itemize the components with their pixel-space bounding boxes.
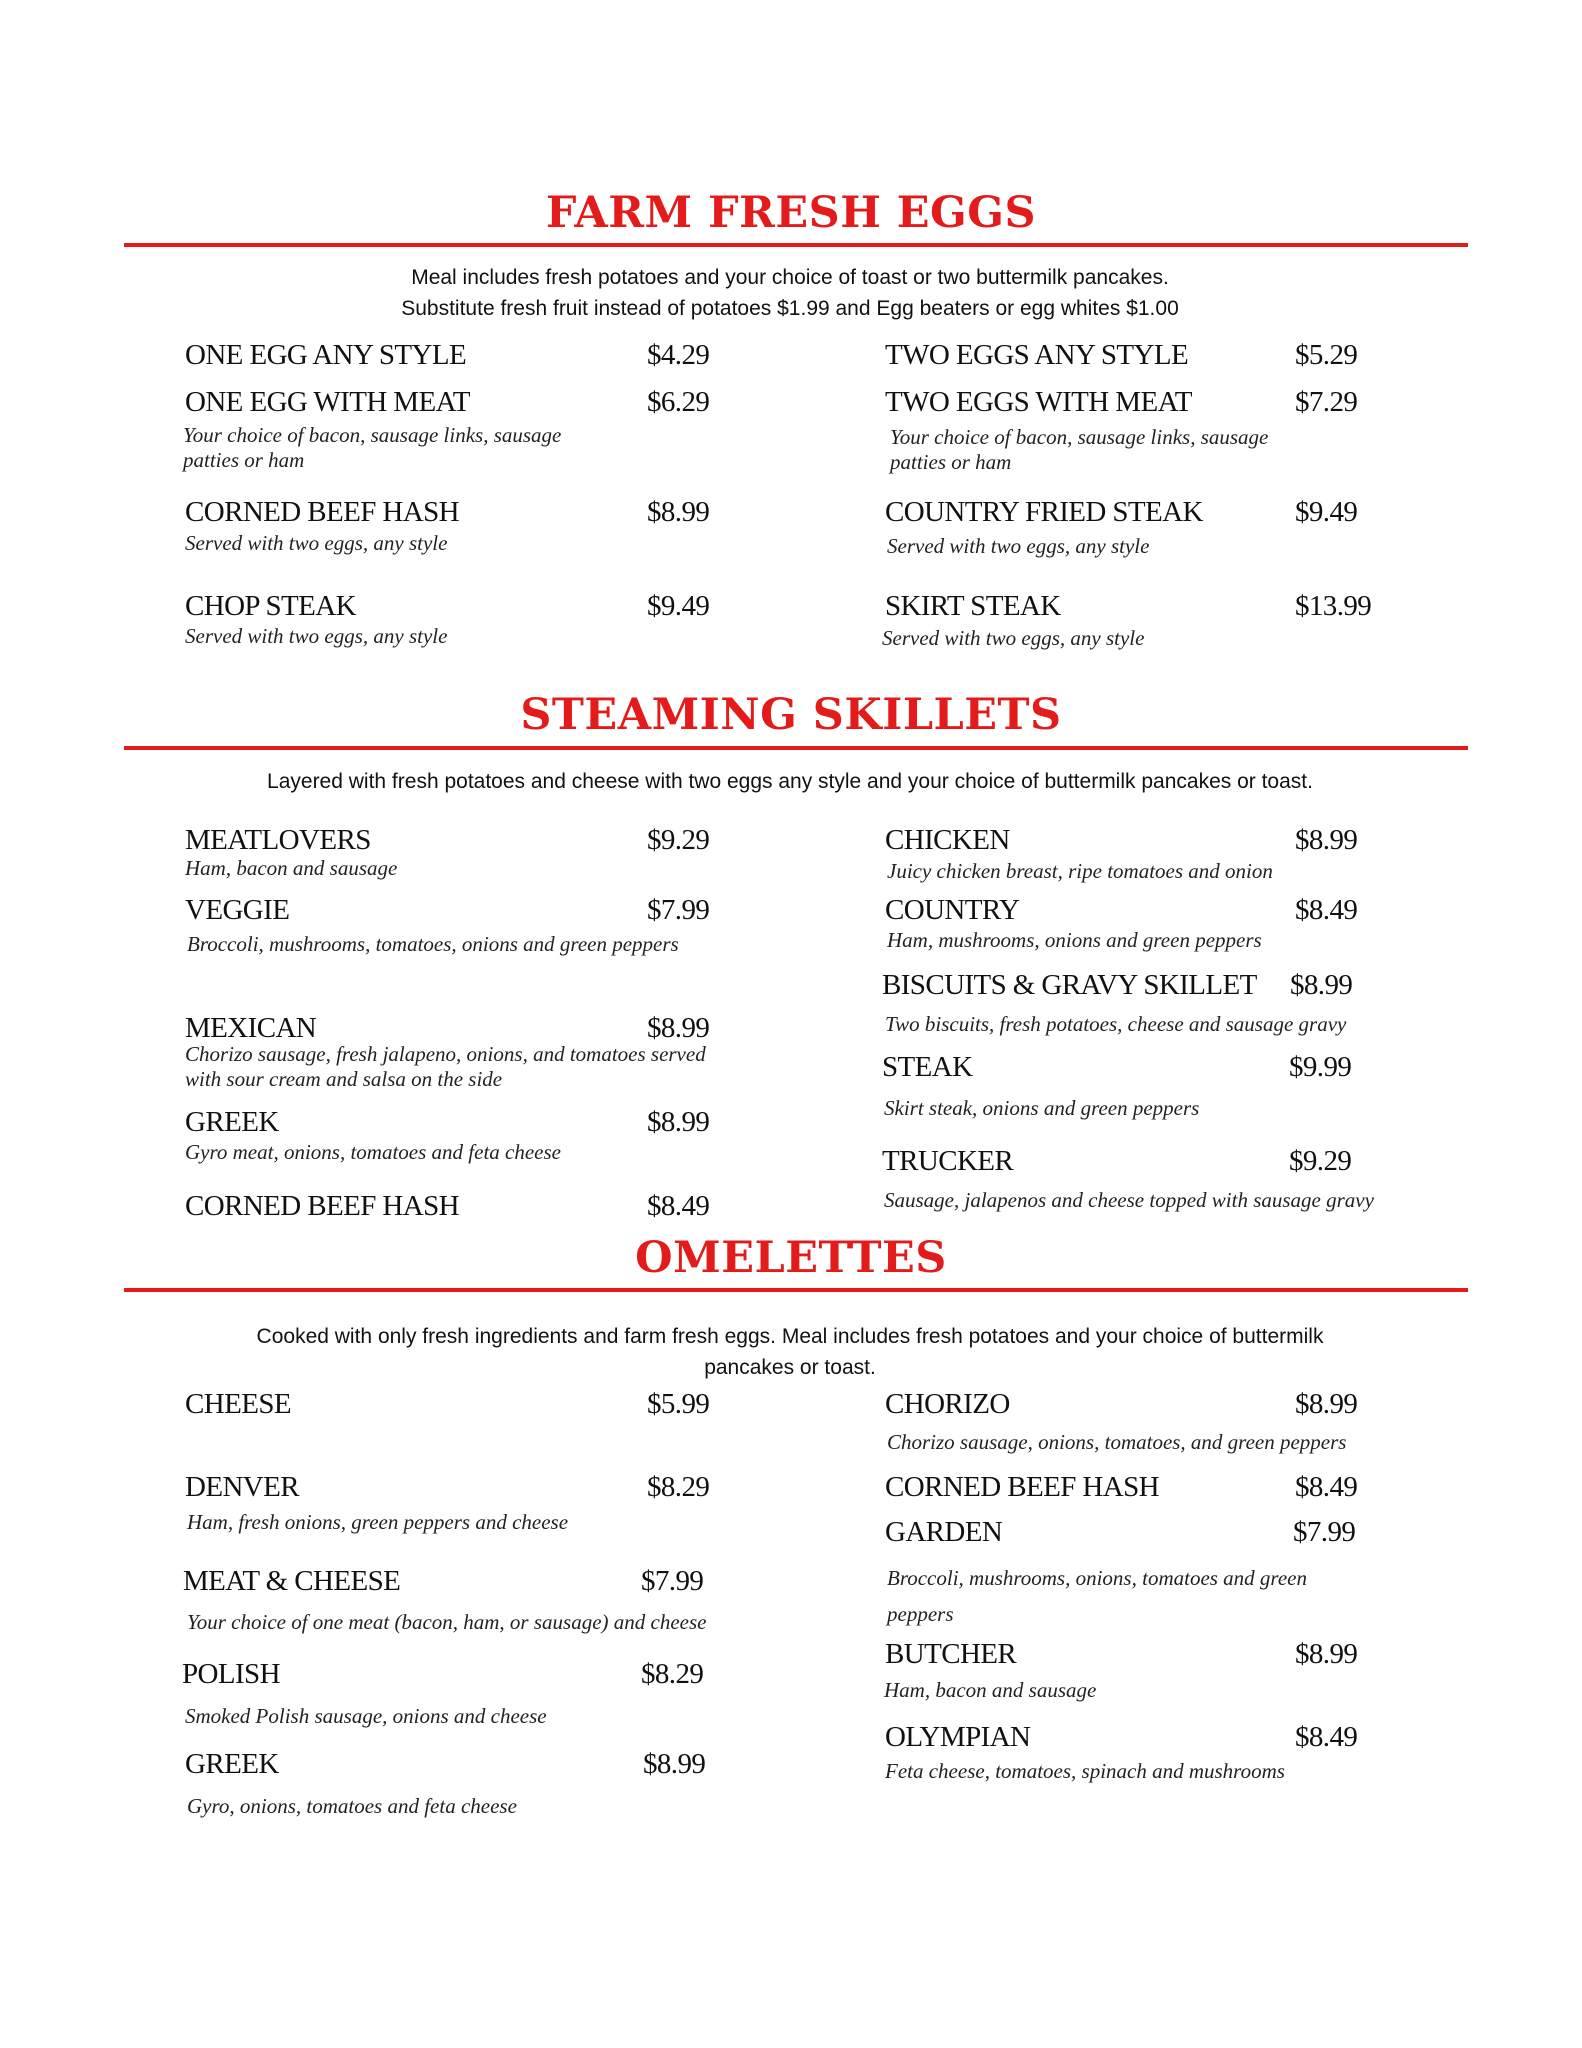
item-price: $9.49 xyxy=(647,590,710,622)
item-price: $5.99 xyxy=(647,1388,710,1420)
item-price: $13.99 xyxy=(1295,590,1372,622)
item-name-chorizo: CHORIZO xyxy=(885,1388,1010,1420)
item-name-steak: STEAK xyxy=(882,1051,973,1083)
intro-line: Substitute fresh fruit instead of potatoes $1.99 and Egg beaters or egg whites $1.00 xyxy=(401,297,1179,320)
section-title-skillets: STEAMING SKILLETS xyxy=(520,690,1062,740)
item-price: $8.29 xyxy=(641,1658,704,1690)
intro-line: Cooked with only fresh ingredients and farm fresh eggs. Meal includes fresh potatoes and your choice of buttermilk xyxy=(256,1325,1324,1348)
item-description: Broccoli, mushrooms, onions, tomatoes and green peppers xyxy=(887,1566,1307,1626)
item-description: Gyro meat, onions, tomatoes and feta cheese xyxy=(185,1140,561,1164)
item-description: Feta cheese, tomatoes, spinach and mushrooms xyxy=(885,1759,1285,1783)
item-description: Chorizo sausage, fresh jalapeno, onions, and tomatoes served with sour cream and salsa on the side xyxy=(185,1042,706,1091)
intro-line: Layered with fresh potatoes and cheese with two eggs any style and your choice of buttermilk pancakes or toast. xyxy=(267,770,1313,793)
item-price: $6.29 xyxy=(647,386,710,418)
section-title-eggs: FARM FRESH EGGS xyxy=(545,188,1037,238)
item-description: Gyro, onions, tomatoes and feta cheese xyxy=(187,1794,517,1818)
section-intro-eggs xyxy=(140,262,1440,324)
item-price: $8.49 xyxy=(1295,894,1358,926)
item-name-olympian: OLYMPIAN xyxy=(885,1721,1031,1753)
section-divider-skillets xyxy=(124,746,1468,750)
intro-line: Meal includes fresh potatoes and your choice of toast or two buttermilk pancakes. xyxy=(411,266,1169,289)
item-name-meatlovers: MEATLOVERS xyxy=(185,824,371,856)
section-divider-omelettes xyxy=(124,1288,1468,1292)
item-name-meat-cheese: MEAT & CHEESE xyxy=(183,1565,401,1597)
item-price: $8.99 xyxy=(647,496,710,528)
item-description: Juicy chicken breast, ripe tomatoes and onion xyxy=(887,859,1273,883)
item-name-veggie: VEGGIE xyxy=(185,894,290,926)
item-description: Sausage, jalapenos and cheese topped with sausage gravy xyxy=(884,1188,1374,1212)
item-description: Ham, fresh onions, green peppers and cheese xyxy=(187,1510,569,1534)
section-divider-eggs xyxy=(124,243,1468,247)
item-description: Your choice of bacon, sausage links, sausage patties or ham xyxy=(890,425,1269,474)
item-price: $7.29 xyxy=(1295,386,1358,418)
item-name-greek: GREEK xyxy=(185,1748,279,1780)
item-name-butcher: BUTCHER xyxy=(885,1638,1017,1670)
item-price: $9.29 xyxy=(1289,1145,1352,1177)
item-name-corned-beef-hash: CORNED BEEF HASH xyxy=(185,1190,459,1222)
item-price: $8.99 xyxy=(1290,969,1353,1001)
item-price: $7.99 xyxy=(1293,1516,1356,1548)
item-name-polish: POLISH xyxy=(182,1658,280,1690)
item-name-greek: GREEK xyxy=(185,1106,279,1138)
item-price: $8.29 xyxy=(647,1471,710,1503)
item-price: $4.29 xyxy=(647,339,710,371)
item-price: $8.99 xyxy=(1295,1638,1358,1670)
item-price: $8.49 xyxy=(1295,1721,1358,1753)
item-name-mexican: MEXICAN xyxy=(185,1012,317,1044)
item-price: $9.49 xyxy=(1295,496,1358,528)
item-description: Two biscuits, fresh potatoes, cheese and sausage gravy xyxy=(885,1012,1347,1036)
item-name-two-eggs-any-style: TWO EGGS ANY STYLE xyxy=(885,339,1189,371)
item-name-skirt-steak: SKIRT STEAK xyxy=(885,590,1061,622)
item-description: Ham, bacon and sausage xyxy=(884,1678,1097,1702)
item-description: Served with two eggs, any style xyxy=(887,534,1150,558)
item-name-cheese: CHEESE xyxy=(185,1388,291,1420)
item-description: Ham, mushrooms, onions and green peppers xyxy=(887,928,1262,952)
section-title-omelettes: OMELETTES xyxy=(635,1233,947,1283)
item-description: Smoked Polish sausage, onions and cheese xyxy=(185,1704,547,1728)
item-description: Your choice of bacon, sausage links, sausage patties or ham xyxy=(183,423,562,472)
item-price: $8.99 xyxy=(643,1748,706,1780)
item-price: $8.49 xyxy=(1295,1471,1358,1503)
item-name-trucker: TRUCKER xyxy=(882,1145,1014,1177)
item-name-corned-beef-hash: CORNED BEEF HASH xyxy=(185,496,459,528)
item-name-two-eggs-with-meat: TWO EGGS WITH MEAT xyxy=(885,386,1192,418)
item-name-corned-beef-hash: CORNED BEEF HASH xyxy=(885,1471,1159,1503)
item-price: $8.99 xyxy=(647,1106,710,1138)
item-description: Skirt steak, onions and green peppers xyxy=(884,1096,1200,1120)
item-price: $8.99 xyxy=(1295,1388,1358,1420)
item-description: Served with two eggs, any style xyxy=(882,626,1145,650)
item-price: $7.99 xyxy=(641,1565,704,1597)
item-description: Chorizo sausage, onions, tomatoes, and green peppers xyxy=(887,1430,1347,1454)
item-price: $7.99 xyxy=(647,894,710,926)
item-price: $8.49 xyxy=(647,1190,710,1222)
item-price: $8.99 xyxy=(647,1012,710,1044)
item-name-biscuits-gravy-skillet: BISCUITS & GRAVY SKILLET xyxy=(882,969,1257,1001)
item-name-one-egg-with-meat: ONE EGG WITH MEAT xyxy=(185,386,470,418)
item-name-chop-steak: CHOP STEAK xyxy=(185,590,356,622)
item-name-chicken: CHICKEN xyxy=(885,824,1010,856)
item-name-country: COUNTRY xyxy=(885,894,1020,926)
section-intro-omelettes xyxy=(140,1321,1440,1383)
item-description: Served with two eggs, any style xyxy=(185,531,448,555)
item-price: $9.99 xyxy=(1289,1051,1352,1083)
section-intro-skillets xyxy=(140,766,1440,797)
item-name-country-fried-steak: COUNTRY FRIED STEAK xyxy=(885,496,1203,528)
item-price: $8.99 xyxy=(1295,824,1358,856)
item-description: Your choice of one meat (bacon, ham, or sausage) and cheese xyxy=(187,1610,707,1634)
item-name-one-egg-any-style: ONE EGG ANY STYLE xyxy=(185,339,467,371)
intro-line: pancakes or toast. xyxy=(704,1356,876,1379)
item-price: $5.29 xyxy=(1295,339,1358,371)
item-price: $9.29 xyxy=(647,824,710,856)
item-description: Broccoli, mushrooms, tomatoes, onions and green peppers xyxy=(187,932,679,956)
item-description: Served with two eggs, any style xyxy=(185,624,448,648)
item-description: Ham, bacon and sausage xyxy=(185,856,398,880)
item-name-garden: GARDEN xyxy=(885,1516,1003,1548)
item-name-denver: DENVER xyxy=(185,1471,300,1503)
